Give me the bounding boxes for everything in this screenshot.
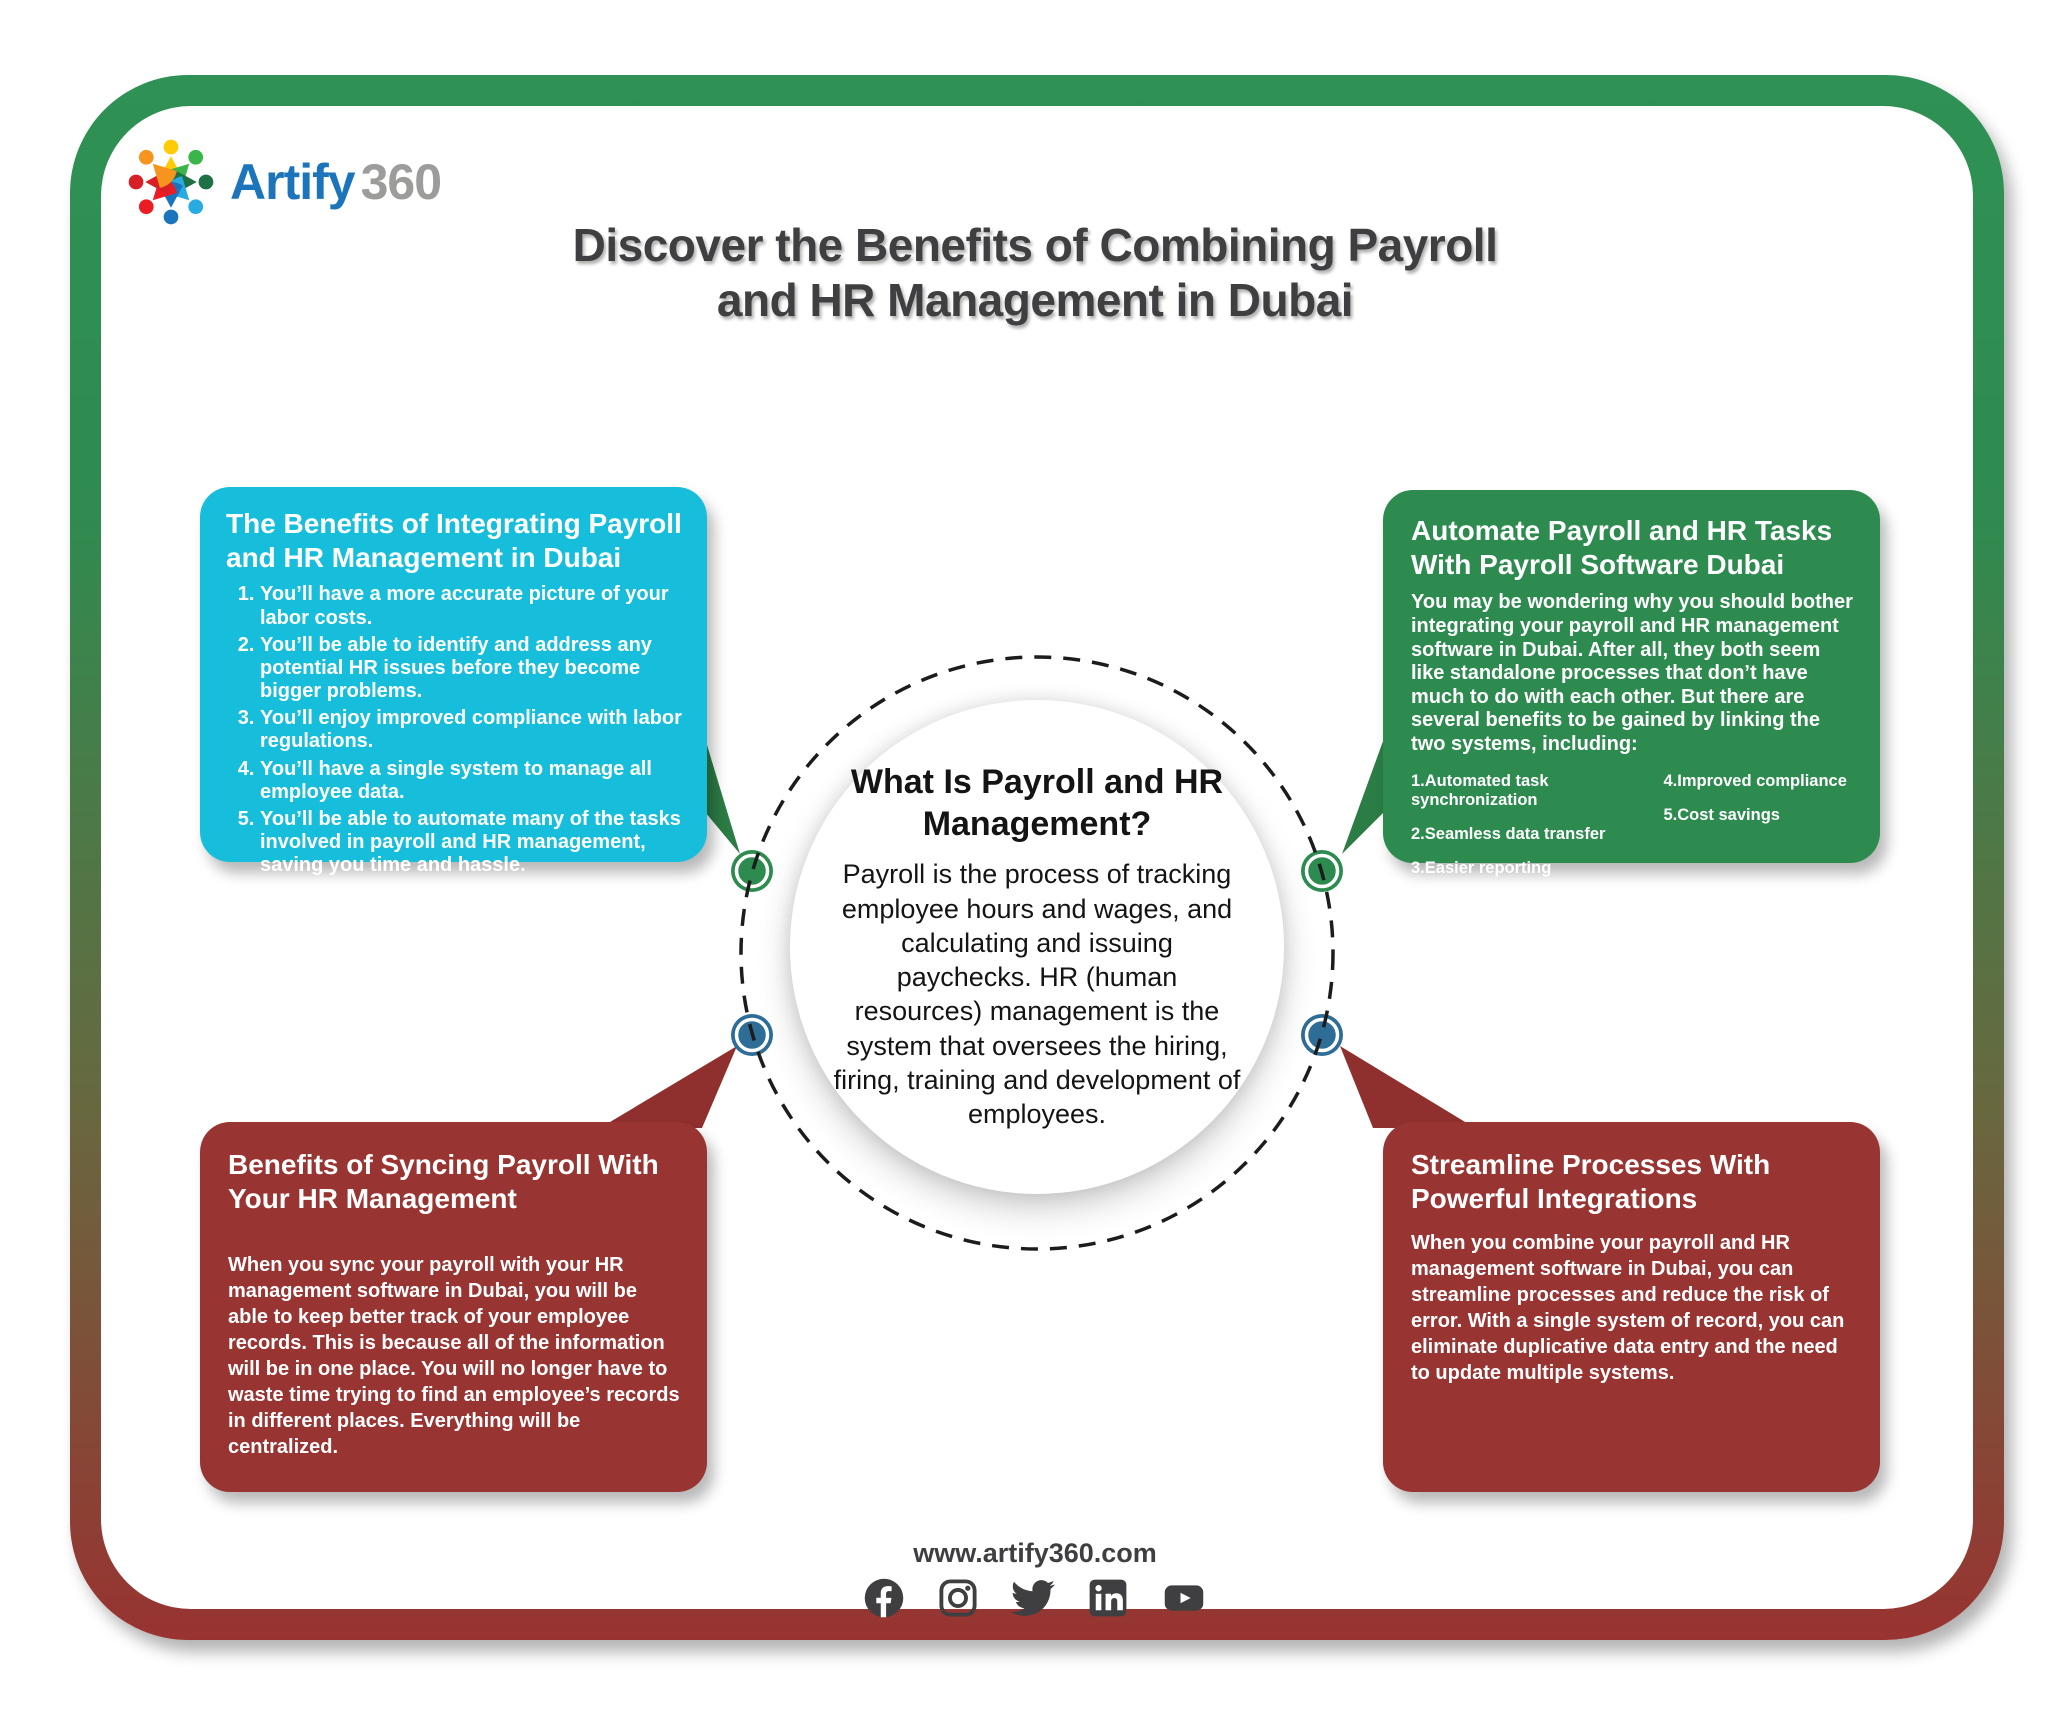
list-item: 5.Cost savings: [1663, 806, 1780, 825]
syncing-payroll-title: Benefits of Syncing Payroll With Your HR Management: [228, 1149, 659, 1215]
logo-wordmark: [230, 153, 441, 211]
syncing-payroll-body: When you sync your payroll with your HR management software in Dubai, you will be able to keep better track of your employee records. This is because all of the information will be in one place. You will no longer have to waste time trying to find an employee’s records in different places. Everything will be centralized.: [228, 1254, 680, 1459]
list-item: 2.Seamless data transfer: [1411, 825, 1606, 844]
page-title-line2: and HR Management in Dubai: [716, 274, 1354, 327]
center-body: Payroll is the process of tracking employee hours and wages, and calculating and issuing paychecks. HR (human resources) management is the system that oversees the hiring, firing, training and development of employees.: [833, 859, 1241, 1130]
benefits-integrating-title: The Benefits of Integrating Payroll and HR Management in Dubai: [226, 508, 682, 574]
twitter-icon[interactable]: [1011, 1576, 1055, 1620]
list-item: 3. You’ll enjoy improved compliance with labor regulations.: [260, 707, 683, 753]
syncing-payroll-box: [200, 1122, 707, 1492]
page-title-line1: Discover the Benefits of Combining Payroll: [572, 219, 1498, 271]
list-item: 4.Improved compliance: [1663, 772, 1847, 791]
center-circle: [790, 700, 1284, 1194]
logo-suffix-text: 360: [360, 154, 442, 210]
page-title: [0, 218, 2070, 328]
social-icons-row: [0, 1576, 2070, 1620]
facebook-icon[interactable]: [863, 1577, 905, 1619]
youtube-icon[interactable]: [1161, 1577, 1207, 1619]
list-item: 1. You’ll have a more accurate picture of your labor costs.: [260, 583, 683, 629]
automate-payroll-title: Automate Payroll and HR Tasks With Payroll Software Dubai: [1411, 515, 1833, 581]
linkedin-icon[interactable]: [1087, 1577, 1129, 1619]
benefits-integrating-list: [226, 583, 683, 877]
streamline-processes-box: [1383, 1122, 1880, 1492]
list-item: 4. You’ll have a single system to manage all employee data.: [260, 758, 683, 804]
artify360-logo: [122, 136, 441, 228]
list-item: 2. You’ll be able to identify and address any potential HR issues before they become bigger problems.: [260, 634, 683, 704]
benefits-integrating-box: [200, 487, 707, 877]
list-item: 3.Easier reporting: [1411, 859, 1552, 878]
streamline-processes-title: Streamline Processes With Powerful Integrations: [1411, 1149, 1771, 1215]
streamline-processes-body: When you combine your payroll and HR management software in Dubai, you can streamline processes and reduce the risk of error. With a single system of record, you can eliminate duplicative data entry and the need to update multiple systems.: [1411, 1232, 1845, 1385]
automate-payroll-box: [1383, 490, 1880, 878]
pinwheel-petals: [129, 140, 214, 225]
website-url: www.artify360.com: [913, 1538, 1157, 1568]
list-item: 1.Automated task synchronization: [1411, 772, 1549, 810]
instagram-icon[interactable]: [937, 1577, 979, 1619]
center-heading: What Is Payroll and HR Management?: [850, 763, 1224, 843]
automate-benefits-columns: [1411, 772, 1854, 893]
artify-pinwheel-icon: [122, 136, 220, 228]
list-item: 5. You’ll be able to automate many of the tasks involved in payroll and HR management, saving you time and hassle.: [260, 808, 683, 878]
logo-brand-text: Artify: [230, 154, 355, 210]
automate-payroll-body: You may be wondering why you should bother integrating your payroll and HR management software in Dubai. After all, they both seem like standalone processes that don’t have much to do with each other. But there are several benefits to be gained by linking the two systems, including:: [1411, 591, 1853, 755]
